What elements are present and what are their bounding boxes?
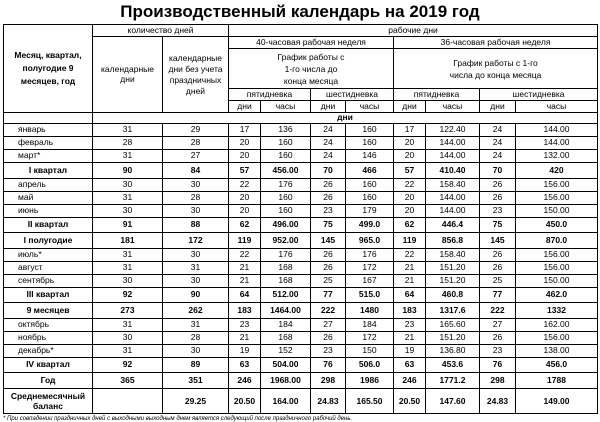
hours-subheader: часы [426,101,480,113]
table-cell: 64 [394,287,426,303]
table-cell: 20 [229,191,261,204]
table-cell: 176 [346,248,394,261]
table-cell: 24 [311,137,346,150]
table-cell: 160 [346,137,394,150]
table-cell: 21 [229,331,261,344]
summary-row [4,163,598,179]
table-cell: 150.00 [516,204,598,217]
table-cell: 26 [480,331,516,344]
table-cell: 152 [261,344,311,357]
table-cell: 1788 [516,373,598,389]
table-cell: 20 [394,191,426,204]
table-cell: 450.0 [516,217,598,233]
table-cell: 92 [93,357,163,373]
table-cell: 28 [163,331,229,344]
balance-cell: 24.83 [311,388,346,413]
table-cell: 91 [93,217,163,233]
balance-cell: 165.50 [346,388,394,413]
table-cell: 23 [229,318,261,331]
table-cell: 22 [229,178,261,191]
table-cell: 151.20 [426,261,480,274]
table-cell: 70 [311,163,346,179]
table-cell: 167 [346,274,394,287]
table-cell: 184 [261,318,311,331]
row-label: июнь [4,204,93,217]
table-cell: 24 [480,124,516,137]
table-cell: 31 [163,261,229,274]
days-subheader: дни [480,101,516,113]
table-cell: 20 [229,137,261,150]
row-label: декабрь* [4,344,93,357]
table-cell: 27 [163,150,229,163]
table-cell: 64 [229,287,261,303]
table-cell: 26 [311,261,346,274]
table-cell: 26 [311,191,346,204]
month-row [4,261,598,274]
table-cell: 77 [311,287,346,303]
table-cell: 160 [346,178,394,191]
table-cell: 17 [229,124,261,137]
balance-label-line2: баланс [33,400,63,411]
table-cell: 31 [93,344,163,357]
table-cell: 30 [163,344,229,357]
table-cell: 20 [394,204,426,217]
table-cell: 965.0 [346,233,394,249]
table-cell: 499.0 [346,217,394,233]
table-cell: 19 [229,344,261,357]
table-cell: 136 [261,124,311,137]
balance-cell: 24.83 [480,388,516,413]
table-cell: 90 [163,287,229,303]
table-cell: 172 [163,233,229,249]
table-cell: 122.40 [426,124,480,137]
table-cell: 151.20 [426,331,480,344]
table-cell: 76 [480,357,516,373]
table-cell: 25 [311,274,346,287]
table-cell: 31 [93,248,163,261]
table-cell: 456.00 [261,163,311,179]
table-cell: 246 [394,373,426,389]
balance-cell: 20.50 [394,388,426,413]
month-row [4,318,598,331]
working-days-header: рабочие дни [229,25,598,37]
table-cell: 1317.6 [426,303,480,319]
table-cell: 144.00 [516,137,598,150]
table-cell: 26 [480,248,516,261]
table-cell: 132.00 [516,150,598,163]
hours-subheader: часы [516,101,598,113]
table-cell: 1986 [346,373,394,389]
days-subheader: дни [229,101,261,113]
table-cell: 21 [229,274,261,287]
summary-row [4,233,598,249]
table-cell: 76 [311,357,346,373]
week36-header: 36-часовая рабочая неделя [394,37,598,49]
table-cell: 30 [163,178,229,191]
days-count-header: количество дней [93,25,229,37]
table-cell: 22 [394,248,426,261]
table-cell: 298 [480,373,516,389]
table-cell: 351 [163,373,229,389]
table-cell: 26 [311,178,346,191]
table-cell: 172 [346,331,394,344]
days-row-header: дни [93,113,598,124]
row-label: IV квартал [4,357,93,373]
table-cell: 26 [311,248,346,261]
summary-row [4,217,598,233]
table-cell: 24 [311,150,346,163]
table-cell: 176 [261,178,311,191]
month-row [4,344,598,357]
table-cell: 29 [163,124,229,137]
table-cell: 273 [93,303,163,319]
table-cell: 26 [311,331,346,344]
table-cell: 160 [346,191,394,204]
summary-row [4,303,598,319]
table-cell: 19 [394,344,426,357]
table-cell: 21 [394,331,426,344]
row-label: I квартал [4,163,93,179]
calendar-table [3,24,598,414]
table-cell: 952.00 [261,233,311,249]
period-header: Месяц, квартал, полугодие 9 месяцев, год [4,25,93,113]
table-cell: 298 [311,373,346,389]
month-row [4,191,598,204]
table-cell: 21 [229,261,261,274]
row-label: февраль [4,137,93,150]
row-label: ноябрь [4,331,93,344]
table-cell: 62 [394,217,426,233]
table-cell: 870.0 [516,233,598,249]
table-cell: 512.00 [261,287,311,303]
table-cell: 156.00 [516,191,598,204]
table-cell: 26 [480,191,516,204]
table-cell: 23 [394,318,426,331]
table-cell: 183 [394,303,426,319]
month-row [4,204,598,217]
table-cell: 23 [311,204,346,217]
month-row [4,331,598,344]
calendar-body [4,124,598,389]
table-cell: 57 [229,163,261,179]
table-cell: 462.0 [516,287,598,303]
table-cell: 246 [229,373,261,389]
table-cell: 22 [394,178,426,191]
month-row [4,124,598,137]
table-cell: 222 [480,303,516,319]
table-cell: 1968.00 [261,373,311,389]
table-cell: 30 [163,204,229,217]
month-row [4,248,598,261]
row-label: январь [4,124,93,137]
calendar-days-header: календарные дни [93,37,163,113]
table-cell: 144.00 [426,137,480,150]
row-label: сентябрь [4,274,93,287]
balance-row [4,388,598,413]
table-cell: 70 [480,163,516,179]
summary-row [4,373,598,389]
table-cell: 446.4 [426,217,480,233]
row-label: июль* [4,248,93,261]
table-cell: 30 [93,331,163,344]
balance-label [4,388,93,413]
table-cell: 168 [261,261,311,274]
five-day-header-36: пятидневка [394,89,480,101]
table-cell: 1771.2 [426,373,480,389]
table-cell: 183 [229,303,261,319]
table-cell: 20 [394,150,426,163]
schedule-header-40: График работы с 1-го числа до конца месяца [229,49,394,89]
table-cell: 1464.00 [261,303,311,319]
table-cell: 119 [229,233,261,249]
table-cell: 24 [480,150,516,163]
table-cell: 420 [516,163,598,179]
table-cell: 160 [261,191,311,204]
table-cell: 17 [394,124,426,137]
table-cell: 138.00 [516,344,598,357]
calendar-no-holidays-header: календарные дни без учета праздничных дней [163,37,229,113]
table-cell: 160 [261,137,311,150]
schedule-header-36: График работы с 1-го числа до конца месяца [394,49,598,89]
table-cell: 160 [261,204,311,217]
table-cell: 158.40 [426,178,480,191]
table-cell: 456.0 [516,357,598,373]
table-cell: 1480 [346,303,394,319]
table-cell: 62 [229,217,261,233]
table-cell: 31 [93,191,163,204]
row-label: III квартал [4,287,93,303]
table-cell: 24 [480,137,516,150]
month-row [4,137,598,150]
balance-cell: 29.25 [163,388,229,413]
days-subheader: дни [311,101,346,113]
blank-cell [4,113,93,124]
table-cell: 144.00 [516,124,598,137]
table-cell: 63 [394,357,426,373]
table-cell: 30 [163,274,229,287]
table-cell: 22 [229,248,261,261]
row-label: август [4,261,93,274]
footnote: * При совпадении праздничных дней с выходными выходным днем является следующий после праздничного рабочий день. [3,415,353,422]
table-cell: 31 [93,318,163,331]
table-cell: 222 [311,303,346,319]
table-cell: 24 [311,124,346,137]
table-cell: 119 [394,233,426,249]
table-cell: 26 [480,261,516,274]
row-label: март* [4,150,93,163]
table-cell: 30 [93,204,163,217]
table-cell: 92 [93,287,163,303]
table-cell: 31 [93,150,163,163]
table-cell: 262 [163,303,229,319]
table-cell: 145 [311,233,346,249]
table-cell: 156.00 [516,261,598,274]
balance-cell: 20.50 [229,388,261,413]
table-cell: 168 [261,331,311,344]
six-day-header-40: шестидневка [311,89,394,101]
table-cell: 144.00 [426,150,480,163]
table-cell: 88 [163,217,229,233]
table-cell: 31 [163,318,229,331]
table-cell: 30 [163,248,229,261]
table-cell: 23 [480,344,516,357]
hours-subheader: часы [346,101,394,113]
summary-row [4,287,598,303]
table-cell: 136.80 [426,344,480,357]
table-cell: 63 [229,357,261,373]
table-cell: 26 [480,178,516,191]
row-label: 9 месяцев [4,303,93,319]
table-cell: 504.00 [261,357,311,373]
table-cell: 84 [163,163,229,179]
table-cell: 184 [346,318,394,331]
table-cell: 23 [311,344,346,357]
table-cell: 20 [229,204,261,217]
table-cell: 75 [480,217,516,233]
balance-cell: 147.60 [426,388,480,413]
table-cell: 20 [394,137,426,150]
table-cell: 165.60 [426,318,480,331]
table-cell: 23 [480,204,516,217]
table-cell: 21 [394,261,426,274]
row-label: октябрь [4,318,93,331]
table-cell: 75 [311,217,346,233]
table-cell: 160 [346,124,394,137]
table-cell: 28 [93,137,163,150]
table-cell: 25 [480,274,516,287]
table-cell: 162.00 [516,318,598,331]
table-cell: 179 [346,204,394,217]
days-subheader: дни [394,101,426,113]
table-cell: 28 [163,191,229,204]
table-cell: 460.8 [426,287,480,303]
month-row [4,274,598,287]
table-cell: 160 [261,150,311,163]
table-cell: 30 [93,274,163,287]
table-cell: 506.0 [346,357,394,373]
row-label: Год [4,373,93,389]
table-cell: 31 [93,124,163,137]
week40-header: 40-часовая рабочая неделя [229,37,394,49]
table-cell: 150 [346,344,394,357]
balance-label-line1: Среднемесячный [10,390,86,401]
table-cell: 144.00 [426,191,480,204]
table-cell: 146 [346,150,394,163]
table-cell: 156.00 [516,331,598,344]
table-cell: 27 [311,318,346,331]
table-cell: 181 [93,233,163,249]
table-cell: 453.6 [426,357,480,373]
table-cell: 89 [163,357,229,373]
balance-cell [93,388,163,413]
table-cell: 172 [346,261,394,274]
table-cell: 145 [480,233,516,249]
month-row [4,178,598,191]
summary-row [4,357,598,373]
balance-cell: 164.00 [261,388,311,413]
table-cell: 1332 [516,303,598,319]
hours-subheader: часы [261,101,311,113]
balance-cell: 149.00 [516,388,598,413]
table-cell: 496.00 [261,217,311,233]
table-cell: 515.0 [346,287,394,303]
table-cell: 30 [93,178,163,191]
table-cell: 151.20 [426,274,480,287]
table-cell: 31 [93,261,163,274]
table-cell: 466 [346,163,394,179]
table-cell: 410.40 [426,163,480,179]
table-cell: 90 [93,163,163,179]
row-label: I полугодие [4,233,93,249]
five-day-header-40: пятидневка [229,89,311,101]
table-cell: 156.00 [516,178,598,191]
month-row [4,150,598,163]
table-cell: 21 [394,274,426,287]
row-label: апрель [4,178,93,191]
row-label: май [4,191,93,204]
table-cell: 57 [394,163,426,179]
table-cell: 168 [261,274,311,287]
table-cell: 27 [480,318,516,331]
table-cell: 77 [480,287,516,303]
table-cell: 156.00 [516,248,598,261]
six-day-header-36: шестидневка [480,89,598,101]
table-cell: 365 [93,373,163,389]
table-cell: 856.8 [426,233,480,249]
table-cell: 20 [229,150,261,163]
table-cell: 176 [261,248,311,261]
table-cell: 158.40 [426,248,480,261]
table-cell: 150.00 [516,274,598,287]
row-label: II квартал [4,217,93,233]
table-cell: 144.00 [426,204,480,217]
page-title: Производственный календарь на 2019 год [120,2,480,21]
table-cell: 28 [163,137,229,150]
